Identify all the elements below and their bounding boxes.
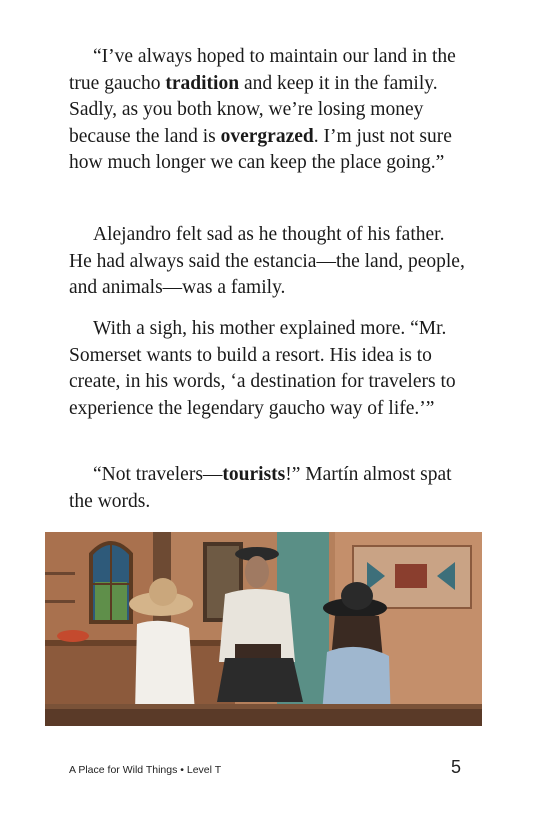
gaucho-belt bbox=[235, 644, 281, 658]
paragraph-4 bbox=[69, 462, 469, 515]
girl-hat-crown bbox=[341, 582, 373, 610]
paragraph-1-part-5: . I’m just not sure how much longer we can keep the place going.” bbox=[69, 125, 452, 173]
paragraph-3-text: With a sigh, his mother explained more. “Mr. Somerset wants to build a resort. His idea is to create, in his words, ‘a destination for travelers to experience the legendary gaucho way of life.’” bbox=[69, 318, 456, 419]
paragraph-1 bbox=[69, 44, 469, 177]
paragraph-4-part-3: !” Martín almost spat the words. bbox=[69, 464, 452, 512]
boy-hat-crown bbox=[149, 578, 177, 606]
illustration-svg bbox=[45, 532, 482, 726]
gaucho-trousers bbox=[217, 658, 303, 702]
bold-word-overgrazed: overgrazed bbox=[220, 125, 314, 147]
paragraph-2-text: Alejandro felt sad as he thought of his father. He had always said the estancia—the land, people, and animals—was a family. bbox=[69, 224, 465, 298]
paragraph-1-part-3: and keep it in the family. Sadly, as you both know, we’re losing money because the land is bbox=[69, 72, 438, 147]
bold-word-tradition: tradition bbox=[165, 72, 240, 94]
table bbox=[45, 708, 482, 726]
story-illustration bbox=[45, 532, 482, 726]
paragraph-3 bbox=[69, 316, 469, 422]
footer-book-title: A Place for Wild Things • Level T bbox=[69, 764, 222, 776]
paragraph-4-part-1: “Not travelers— bbox=[93, 464, 223, 485]
fruit-bowl bbox=[57, 630, 89, 642]
page-number: 5 bbox=[450, 757, 461, 777]
boy-shirt bbox=[135, 621, 195, 712]
bold-word-tourists: tourists bbox=[222, 464, 286, 485]
paragraph-2 bbox=[69, 222, 469, 302]
paragraph-1-part-1: “I’ve always hoped to maintain our land in the true gaucho bbox=[69, 46, 456, 94]
tapestry-pattern bbox=[395, 564, 427, 588]
table-edge bbox=[45, 704, 482, 709]
shelf bbox=[45, 600, 75, 603]
shelf bbox=[45, 572, 75, 575]
gaucho-face bbox=[245, 556, 269, 588]
